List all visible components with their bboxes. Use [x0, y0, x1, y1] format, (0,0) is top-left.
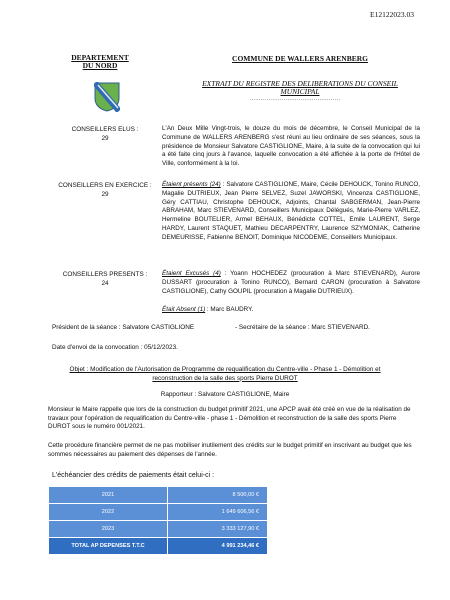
table-row — [49, 487, 268, 504]
echeancier-heading: L'échéancier des crédits de paiements était celui-ci : — [52, 472, 215, 479]
elus-count: 29 — [101, 135, 109, 142]
dotted-separator: ................................................ — [249, 96, 341, 102]
year-cell: 2022 — [49, 504, 168, 521]
excuses-heading: Étaient Excusés (4) — [162, 270, 221, 277]
commune-title: COMMUNE DE WALLERS ARENBERG — [232, 54, 368, 63]
total-row — [49, 538, 268, 555]
year-cell: 2023 — [49, 521, 168, 538]
objet-title — [50, 366, 400, 383]
date-envoi-line: Date d'envoi de la convocation : 05/12/2023. — [52, 344, 178, 351]
objet-line-1: Objet : Modification de l'Autorisation de Programme de requalification du Centre-ville - Phase 1 - Démolition et — [69, 366, 381, 373]
table-row — [49, 504, 268, 521]
amount-cell: 3 333 127,90 € — [168, 521, 268, 538]
amount-cell: 1 649 606,56 € — [168, 504, 268, 521]
absent-heading: Était Absent (1) — [162, 306, 206, 313]
amount-cell: 8 500,00 € — [168, 487, 268, 504]
absent-list: : Marc BAUDRY. — [206, 306, 254, 313]
presents-label: CONSEILLERS PRESENTS : — [62, 271, 148, 278]
presents-heading: Étaient présents (24) — [162, 181, 221, 188]
excuses-list: : Yoann HOCHEDEZ (procuration à Marc STIEVENARD), Aurore DUSSART (procuration à Tonino RUNCO), Bernard CARON (procuration à Salvatore CASTIGLIONE), Cathy GOUPIL (procuration à Magalie DUTRIEUX). — [162, 270, 420, 295]
presents-paragraph — [162, 181, 420, 243]
presents-list: : Salvatore CASTIGLIONE, Maire, Cécile DEHOUCK, Tonino RUNCO, Magalie DUTRIEUX, Jean Pierre SELVEZ, Suzel JAWORSKI, Vincenza CASTIGLIONE, Géry CATTIAU, Christophe DEHOUCK, Adjoints, Chantal SABGERMAN, Jean-Pierre ABRAHAM, Marc STIEVENARD, Conseillers Municipaux Délégués, Marie-Pierre VARLEZ, Hermeline BOUTELIER, Armel BEHAUX, Bénédicte COTTEL, Emile LAURENT, Serge HARDY, Laurent STAQUET, Mathieu DECARPENTRY, Laurence SZYMONIAK, Catherine DEMEURISSE, Fabienne BENOIT, Dominique NICODEME, Conseillers Municipaux. — [162, 181, 421, 241]
objet-line-2: reconstruction de la salle des sports Pierre DUROT — [152, 374, 298, 382]
coat-of-arms-logo — [94, 82, 120, 112]
extrait-title: EXTRAIT DU REGISTRE DES DELIBERATIONS DU CONSEIL MUNICIPAL — [202, 79, 398, 96]
presents-count: 24 — [101, 280, 109, 287]
exercice-count: 29 — [101, 191, 109, 198]
body-paragraph-1: Monsieur le Maire rappelle que lors de la construction du budget primitif 2021, une APCP avait été créé en vue de la réalisation de travaux pour l'opération de requalification du Centre-ville - phase 1 - Démolition et reconstruction de la salle des sports Pierre DUROT sous le numéro 001/2021. — [48, 406, 411, 431]
president-line: Président de la séance : Salvatore CASTIGLIONE — [52, 324, 195, 331]
exercice-label: CONSEILLERS EN EXERCICE : — [58, 182, 152, 189]
rapporteur-line: Rapporteur : Salvatore CASTIGLIONE, Maire — [160, 391, 290, 398]
total-label-cell: TOTAL AP DEPENSES T.T.C — [49, 538, 168, 555]
absent-paragraph — [162, 306, 420, 315]
table-row — [49, 521, 268, 538]
secretaire-line: - Secrétaire de la séance : Marc STIEVENARD. — [235, 324, 370, 331]
total-amount-cell: 4 991 234,46 € — [168, 538, 268, 555]
elus-label: CONSEILLERS ELUS : — [71, 126, 139, 133]
excuses-paragraph — [162, 270, 420, 296]
year-cell: 2021 — [49, 487, 168, 504]
document-reference: E12122023.03 — [370, 10, 414, 19]
opening-paragraph: L'An Deux Mille Vingt-trois, le douze du mois de décembre, le Conseil Municipal de la Commune de WALLERS ARENBERG s'est réuni au lieu ordinaire de ses séances, sous la présidence de Monsieur Salvatore CASTIGLIONE, Maire, à la suite de la convocation qui lui a été faite cinq jours à l'avance, laquelle convocation a été affichée à la porte de l'Hôtel de Ville, conformément à la loi. — [162, 125, 420, 168]
payment-schedule-table — [48, 486, 268, 555]
departement-title: DEPARTEMENT DU NORD — [71, 53, 129, 70]
body-paragraph-2: Cette procédure financière permet de ne pas mobiliser inutilement des crédits sur le budget primitif en inscrivant au budget que les sommes nécessaires au paiement des dépenses de l'année. — [48, 442, 412, 458]
